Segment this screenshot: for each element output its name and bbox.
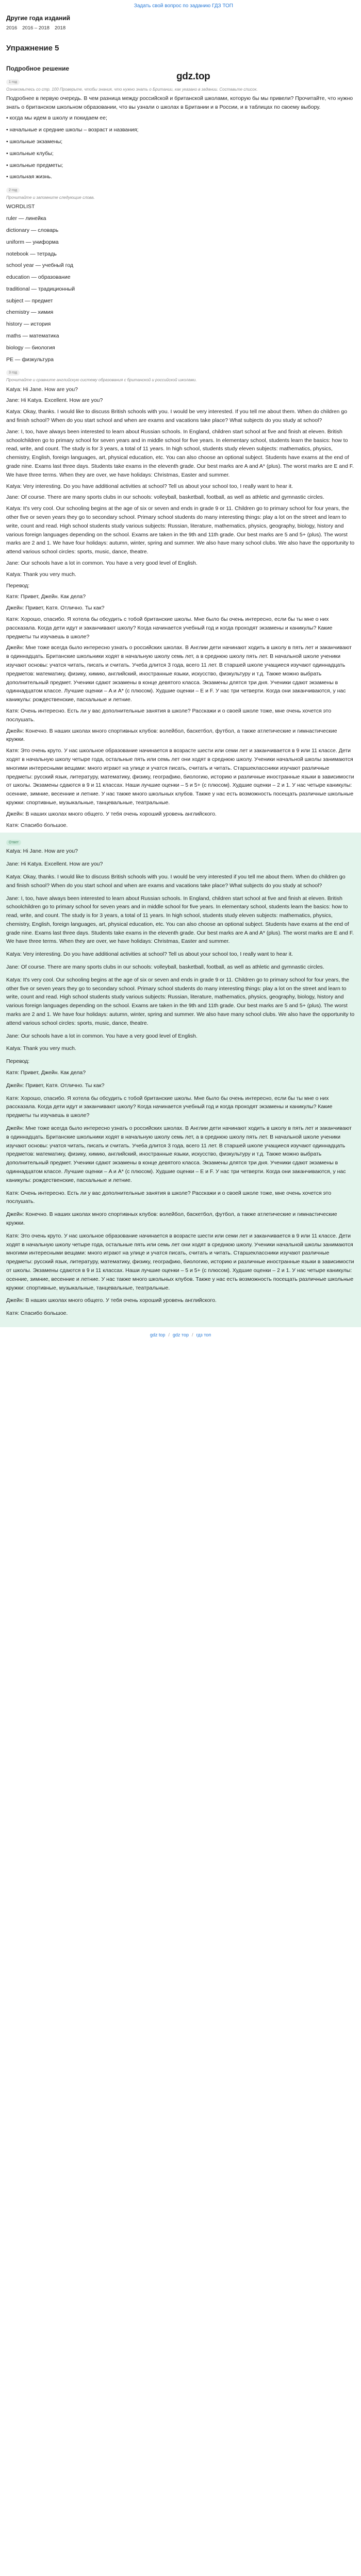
dialog-line: Katya: Very interesting. Do you have additional activities at school? Tell us about your school too, I really want to hear it. <box>6 483 293 489</box>
translation-line: Катя: Это очень круто. У нас школьное образование начинается в возрасте шести или семи лет и заканчивается в 9 или 11 классе. Дети ходят в начальную школу четыре года, остальные пять или семь лет они ходят в среднюю школу. Ученики начальной школы занимаются многими интересными вещами: много играют на улице и учатся писать, считать и читать. Старшеклассники изучают различные предметы: русский язык, литературу, математику, физику, географию, биологию, историю и различные иностранные языки в зависимости от школы. Экзамены сдаются в 9 и 11 классах. Наши лучшие оценки – 5 и 5+ (с плюсом). Худшие оценки – 2 и 1. У нас четыре каникулы: осенние, зимние, весенние и летние. У нас также много школьных клубов. Также у нас есть возможность посещать различные школьные кружки: спортивные, музыкальные, танцевальные, театральные. <box>6 1232 354 1291</box>
task-note: Ознакомьтесь со стр. 100 Проверьте, чтобы знания, что нужно знать о Британии, как указано в задании. Составьте список. <box>6 87 258 92</box>
translation-line: Джейн: В наших школах много общего. У тебя очень хороший уровень английского. <box>6 810 217 817</box>
year-link[interactable]: 2016 <box>6 25 18 31</box>
wordlist-item: traditional — традиционный <box>6 285 75 292</box>
russian-translation <box>6 592 355 829</box>
answer-box <box>0 833 361 1327</box>
dialog-line: Katya: It's very cool. Our schooling begins at the age of six or seven and ends in grade 9 or 11. Children go to primary school for four years, the other five or seven years they go to secondary school. Primary school students do many interesting things: play a lot on the street and learn to write, count and read. High school students study various subjects: Russian, literature, mathematics, physics, geography, biology, history and various foreign languages depending on the school. Exams are taken in the 9th and 11th grade. Our best marks are 5 and 5+ (plus). The worst marks are 2 and 1. We have four holidays: autumn, winter, spring and summer. We also have many school clubs. We also have the opportunity to attend various school circles: sports, music, dance, theatre. <box>6 505 355 555</box>
english-dialog <box>6 385 355 579</box>
topic-item: • школьные предметы; <box>6 162 63 168</box>
translation-line: Катя: Привет, Джейн. Как дела? <box>6 594 86 600</box>
year-link[interactable]: 2016 – 2018 <box>22 25 50 31</box>
exercise-title: Упражнение 5 <box>6 44 59 53</box>
ask-question-link[interactable]: Задать свой вопрос по заданию ГДЗ ТОП <box>134 3 233 9</box>
wordlist-item: history — история <box>6 321 51 328</box>
translation-heading: Перевод: <box>6 582 30 589</box>
translation-line: Джейн: Мне тоже всегда было интересно узнать о российских школах. В Англии дети начинают ходить в школу в пять лет и заканчивают в одиннадцать. Британские школьники ходят в начальную школу семь лет, а в среднюю школу пять лет. В начальной школе ученики изучают основы: учатся читать, писать и считать. Учеба длится 3 года, всего 11 лет. В старшей школе учащиеся изучают одиннадцать предметов: математику, физику, химию, английский, иностранные языки, искусство, физкультуру и т.д. Также можно выбрать дополнительный предмет. Ученики сдают экзамены в конце девятого класса. Экзамены длятся три дня. Ученики сдают экзамены в одиннадцатом классе. Лучшие оценки – A и A* (с плюсом). Худшие оценки – E и F. У нас три четверти. Когда они заканчиваются, у нас каникулы: рождественские, пасхальные и летние. <box>6 645 352 703</box>
wordlist <box>6 214 355 364</box>
footer: gdz top / gdz тор / гдз топ <box>6 1327 355 1344</box>
task-intro: Подробнее в первую очередь. В чем разница между российской и британской школами, которую бы мы привели? Прочитайте, что нужно знать о британском школьном образовании, что вы узнали о школах в Британии и в России, и в таблицах по своему выбору. <box>6 95 353 110</box>
answer-russian-translation <box>6 1069 355 1318</box>
wordlist-item: notebook — тетрадь <box>6 250 57 257</box>
other-years-section <box>6 10 355 32</box>
vocab-block <box>6 184 355 364</box>
translation-line: Джейн: В наших школах много общего. У тебя очень хороший уровень английского. <box>6 1297 217 1304</box>
wordlist-item: biology — биология <box>6 344 55 351</box>
wordlist-heading: WORDLIST <box>6 204 35 210</box>
dialog-line: Jane: Hi Katya. Excellent. How are you? <box>6 861 103 868</box>
dialog-line: Katya: Thank you very much. <box>6 1045 76 1052</box>
topic-item: • школьные экзамены; <box>6 138 63 145</box>
wordlist-item: school year — учебный год <box>6 262 73 269</box>
translation-line: Джейн: Мне тоже всегда было интересно узнать о российских школах. В Англии дети начинают ходить в школу в пять лет и заканчивают в одиннадцать. Британские школьники ходят в начальную школу семь лет, а в среднюю школу пять лет. В начальной школе ученики изучают основы: учатся читать, писать и считать. Учеба длится 3 года, всего 11 лет. В старшей школе учащиеся изучают одиннадцать предметов: математику, физику, химию, английский, иностранные языки, искусство, физкультуру и т.д. Также можно выбрать дополнительный предмет. Ученики сдают экзамены в конце девятого класса. Экзамены длятся три дня. Ученики сдают экзамены в одиннадцатом классе. Лучшие оценки – A и A* (с плюсом). Худшие оценки – E и F. У нас три четверти. Когда они заканчиваются, у нас каникулы: рождественские, пасхальные и летние. <box>6 1125 352 1183</box>
wordlist-item: maths — математика <box>6 333 59 340</box>
task-note: Прочитайте и сравните английскую систему образования с британской и российской школами. <box>6 378 197 383</box>
step-badge: 2 год <box>6 188 20 193</box>
other-years-title: Другие года изданий <box>6 14 71 22</box>
wordlist-item: subject — предмет <box>6 297 53 304</box>
translation-line: Катя: Это очень круто. У нас школьное образование начинается в возрасте шести или семи лет и заканчивается в 9 или 11 классе. Дети ходят в начальную школу четыре года, остальные пять или семь лет они ходят в среднюю школу. Ученики начальной школы занимаются многими интересными вещами: много играют на улице и учатся писать, считать и читать. Старшеклассники изучают различные предметы: русский язык, литературу, математику, физику, географию, биологию, историю и различные иностранные языки в зависимости от школы. Экзамены сдаются в 9 и 11 классах. Наши лучшие оценки – 5 и 5+ (с плюсом). Худшие оценки – 2 и 1. У нас четыре каникулы: осенние, зимние, весенние и летние. У нас также много школьных клубов. Также у нас есть возможность посещать различные школьные кружки: спортивные, музыкальные, танцевальные, театральные. <box>6 748 354 806</box>
translation-line: Катя: Привет, Джейн. Как дела? <box>6 1070 86 1076</box>
watermark-text: gdz.top <box>176 71 210 82</box>
dialog-line: Jane: Of course. There are many sports clubs in our schools: volleyball, basketball, football, as well as athletic and gymnastic circles. <box>6 964 324 971</box>
solution <box>6 64 355 1327</box>
topic-list <box>6 114 355 181</box>
translation-line: Джейн: Конечно. В наших школах много спортивных клубов: волейбол, баскетбол, футбол, а также атлетические и гимнастические кружки. <box>6 1211 337 1226</box>
translation-line: Джейн: Конечно. В наших школах много спортивных клубов: волейбол, баскетбол, футбол, а также атлетические и гимнастические кружки. <box>6 727 337 743</box>
translation-heading: Перевод: <box>6 1058 30 1065</box>
answer-english-dialog <box>6 847 355 1053</box>
page-content <box>0 10 361 1344</box>
translation-line: Катя: Очень интересно. Есть ли у вас дополнительные занятия в школе? Расскажи и о своей школе тоже, мне очень хочется это послушать. <box>6 707 332 723</box>
dialog-line: Jane: I, too, have always been interested to learn about Russian schools. In England, children start school at five and finish at eleven. British schoolchildren go to primary school for seven years and in middle school for five years. In elementary school, students learn the basics: how to read, write, and count. The study is for 3 years, a total of 11 years. In high school, students study eleven subjects: mathematics, physics, chemistry, English, foreign languages, art, physical education, etc. You can also choose an optional subject. Students have exams at the end of grade nine. Exams last three days. Students take exams in the eleventh grade. Our best marks are A and A* (plus). The worst marks are E and F. We have three terms. When they are over, we have holidays: Christmas, Easter and summer. <box>6 428 354 478</box>
dialog-line: Katya: Hi Jane. How are you? <box>6 848 78 855</box>
translation-line: Катя: Хорошо, спасибо. Я хотела бы обсудить с тобой британские школы. Мне было бы очень интересно, если бы ты мне о них рассказала. Когда дети идут и заканчивают школу? Когда начинается учебный год и когда проходят экзамены и каникулы? Какие предметы ты изучаешь в школе? <box>6 616 333 640</box>
dialog-line: Katya: It's very cool. Our schooling begins at the age of six or seven and ends in grade 9 or 11. Children go to primary school for four years, the other five or seven years they go to secondary school. Primary school students do many interesting things: play a lot on the street and learn to write, count and read. High school students study various subjects: Russian, literature, mathematics, physics, geography, biology, history and various foreign languages depending on the school. Exams are taken in the 9th and 11th grade. Our best marks are 5 and 5+ (plus). The worst marks are 2 and 1. We have four holidays: autumn, winter, spring and summer. We also have many school clubs. We also have the opportunity to attend various school circles: sports, music, dance, theatre. <box>6 976 355 1026</box>
topic-item: • школьные клубы; <box>6 150 54 157</box>
dialog-line: Jane: Of course. There are many sports clubs in our schools: volleyball, basketball, football, as well as athletic and gymnastic circles. <box>6 494 324 501</box>
translation-line: Джейн: Привет, Катя. Отлично. Ты как? <box>6 605 105 612</box>
wordlist-item: uniform — униформа <box>6 239 59 245</box>
wordlist-item: dictionary — словарь <box>6 227 59 233</box>
year-links <box>6 24 355 32</box>
dialog-line: Katya: Hi Jane. How are you? <box>6 386 78 393</box>
answer-badge: Ответ <box>6 840 21 845</box>
top-bar <box>0 0 361 10</box>
step-badge: 3 год <box>6 370 20 376</box>
wordlist-item: chemistry — химия <box>6 309 54 316</box>
footer-link[interactable]: gdz top <box>150 1332 166 1337</box>
topic-item: • когда мы идем в школу и покидаем ее; <box>6 115 107 122</box>
wordlist-item: education — образование <box>6 274 71 281</box>
dialog1-block <box>6 367 355 579</box>
dialog-line: Katya: Very interesting. Do you have additional activities at school? Tell us about your school too, I really want to hear it. <box>6 951 293 958</box>
translation1-block <box>6 582 355 830</box>
topic-item: • начальные и средние школы – возраст и названия; <box>6 127 139 133</box>
dialog-line: Jane: Hi Katya. Excellent. How are you? <box>6 397 103 404</box>
dialog-line: Jane: Our schools have a lot in common. You have a very good level of English. <box>6 560 198 566</box>
wordlist-item: PE — физкультура <box>6 356 54 363</box>
translation-line: Катя: Спасибо большое. <box>6 1310 68 1317</box>
footer-link[interactable]: gdz тор <box>172 1332 189 1337</box>
dialog-line: Katya: Okay, thanks. I would like to discuss British schools with you. I would be very interested if you tell me about them. When do children go and finish school? When do you start school and when are exams and vacations take place? What subjects do you study at school? <box>6 873 346 889</box>
dialog-line: Jane: I, too, have always been interested to learn about Russian schools. In England, children start school at five and finish at eleven. British schoolchildren go to primary school for seven years and in middle school for five years. In elementary school, students learn the basics: how to read, write, and count. The study is for 3 years, a total of 11 years. In high school, students study eleven subjects: mathematics, physics, chemistry, English, foreign languages, art, physical education, etc. You can also choose an optional subject. Students have exams at the end of grade nine. Exams last three days. Students take exams in the eleventh grade. Our best marks are A and A* (plus). The worst marks are E and F. We have three terms. When they are over, we have holidays: Christmas, Easter and summer. <box>6 895 354 945</box>
footer-link[interactable]: гдз топ <box>196 1332 211 1337</box>
task-note: Прочитайте и запомните следующие слова. <box>6 195 95 200</box>
translation-line: Катя: Хорошо, спасибо. Я хотела бы обсудить с тобой британские школы. Мне было бы очень интересно, если бы ты мне о них рассказала. Когда дети идут и заканчивают школу? Когда начинается учебный год и когда проходят экзамены и каникулы? Какие предметы ты изучаешь в школе? <box>6 1095 333 1119</box>
dialog-line: Katya: Okay, thanks. I would like to discuss British schools with you. I would be very interested. If you tell me about them. When do children go and finish school? When do you start school and when are exams and vacations take place? What subjects do you study at school? <box>6 409 348 424</box>
solution-title: Подробное решение <box>6 65 70 73</box>
dialog-line: Katya: Thank you very much. <box>6 571 76 578</box>
translation-line: Катя: Очень интересно. Есть ли у вас дополнительные занятия в школе? Расскажи и о своей школе тоже, мне очень хочется это послушать. <box>6 1190 332 1205</box>
topic-item: • школьная жизнь. <box>6 174 53 180</box>
translation-line: Джейн: Привет, Катя. Отлично. Ты как? <box>6 1082 105 1089</box>
wordlist-item: ruler — линейка <box>6 215 46 222</box>
task1-block <box>6 76 355 182</box>
step-badge: 1 год <box>6 79 20 85</box>
year-link[interactable]: 2018 <box>54 25 66 31</box>
dialog-line: Jane: Our schools have a lot in common. You have a very good level of English. <box>6 1032 198 1039</box>
translation-line: Катя: Спасибо большое. <box>6 822 68 828</box>
